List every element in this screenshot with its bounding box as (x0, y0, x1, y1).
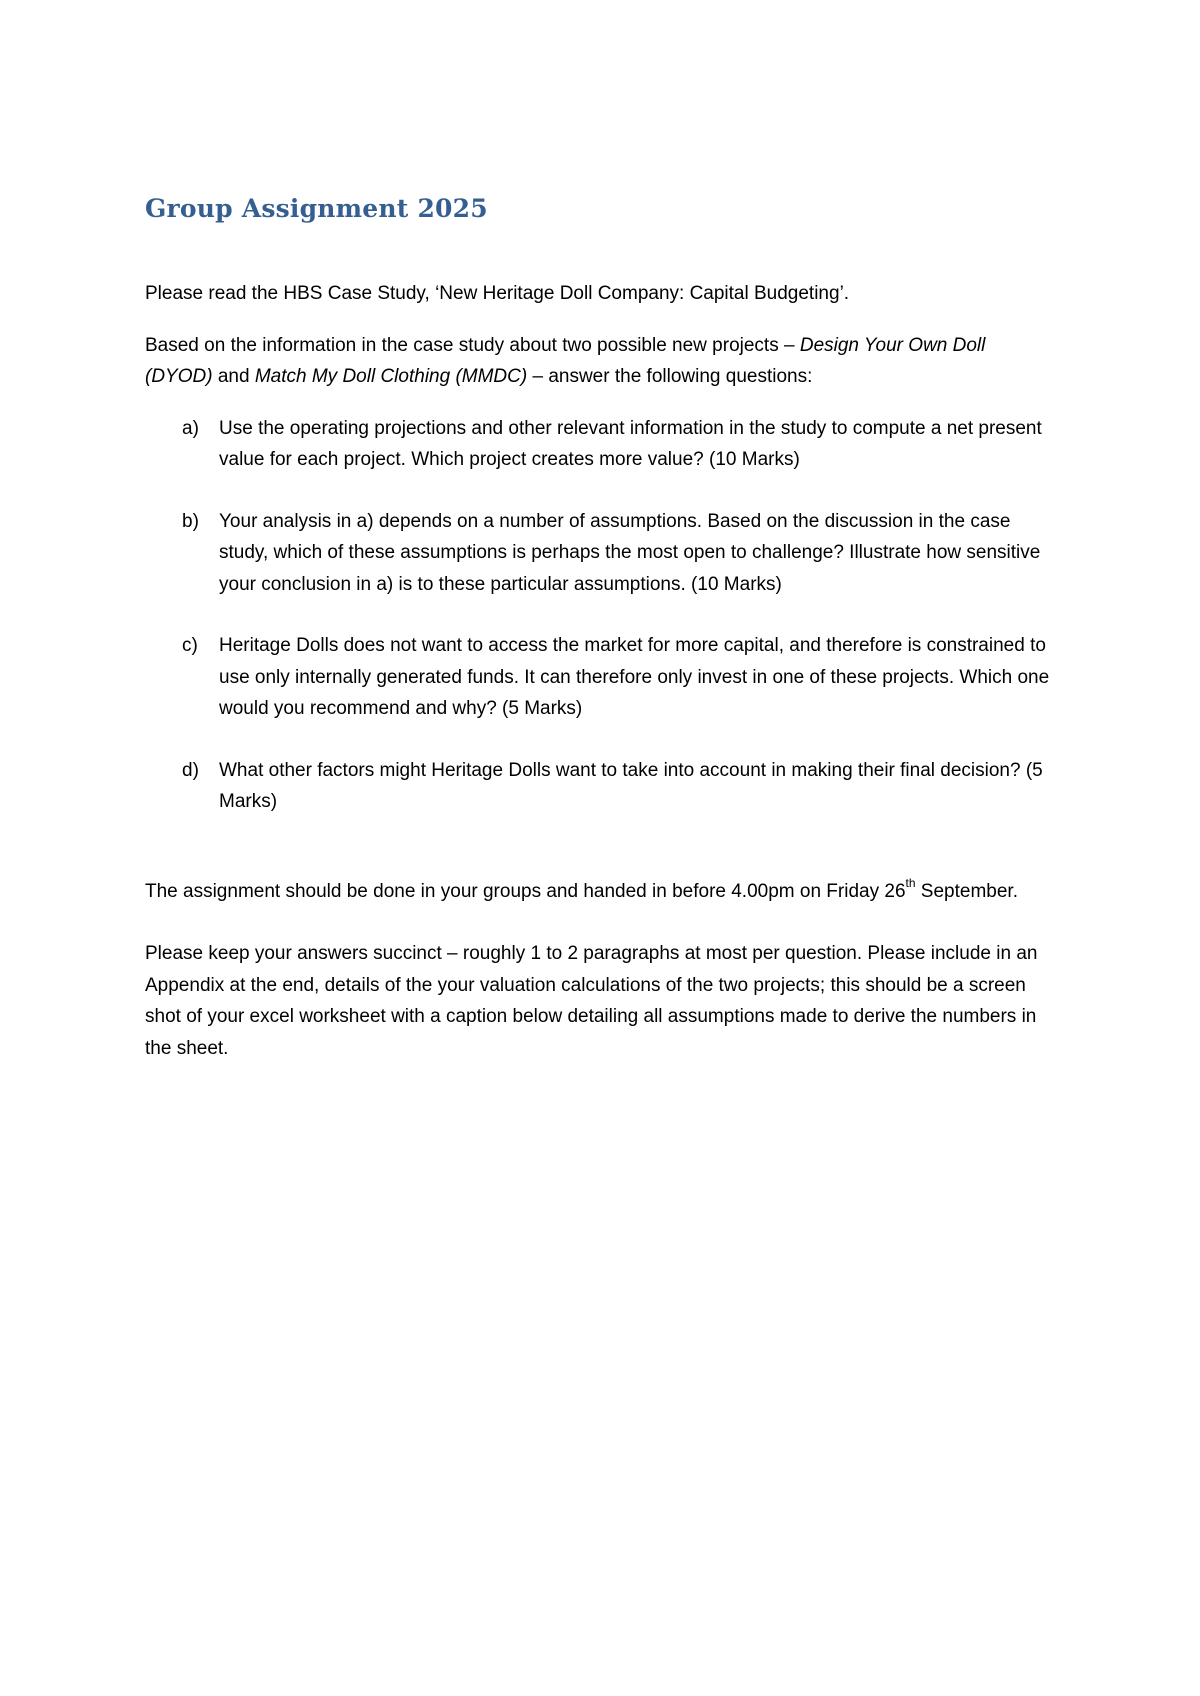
question-c (145, 630, 1055, 725)
instructions-paragraph: Please keep your answers succinct – roughly 1 to 2 paragraphs at most per question. Please include in an Appendix at the end, details of the your valuation calculations of the two projects; this should be a screen shot of your excel worksheet with a caption below detailing all assumptions made to derive the numbers in the sheet. (145, 943, 1038, 1059)
intro-paragraph: Please read the HBS Case Study, ‘New Heritage Doll Company: Capital Budgeting’. (145, 283, 850, 304)
deadline-paragraph (145, 876, 1055, 908)
question-letter: c) (182, 635, 198, 656)
deadline-superscript: th (905, 876, 916, 891)
page-title: Group Assignment 2025 (145, 194, 488, 223)
based-on-suffix: – answer the following questions: (527, 366, 813, 387)
based-on-paragraph (145, 330, 1055, 393)
question-letter: d) (182, 759, 199, 781)
question-text: Heritage Dolls does not want to access the market for more capital, and therefore is constrained to use only internally generated funds. It can therefore only invest in one of these projects. Which one would you recommend and why? (5 Marks) (219, 635, 1050, 719)
question-text: Your analysis in a) depends on a number of assumptions. Based on the discussion in the case study, which of these assumptions is perhaps the most open to challenge? Illustrate how sensitive your conclusion in a) is to these particular assumptions. (10 Marks) (219, 510, 1041, 595)
question-d (145, 755, 1055, 818)
question-list (145, 413, 1055, 818)
based-on-prefix: Based on the information in the case study about two possible new projects – (145, 334, 800, 356)
deadline-month: September. (915, 880, 1018, 902)
question-text: Use the operating projections and other relevant information in the study to compute a net present value for each project. Which project creates more value? (10 Marks) (219, 417, 1042, 470)
question-letter: b) (182, 510, 199, 532)
project-mmdc: Match My Doll Clothing (MMDC) (254, 366, 528, 387)
deadline-text: The assignment should be done in your groups and handed in before 4.00pm on Friday 26 (145, 880, 906, 902)
document-content (145, 192, 1055, 1084)
question-a (145, 413, 1055, 476)
question-letter: a) (182, 417, 199, 439)
project-dyod: Design Your Own Doll (DYOD) (145, 334, 986, 387)
based-on-middle: and (212, 366, 255, 387)
question-text: What other factors might Heritage Dolls want to take into account in making their final decision? (5 Marks) (219, 759, 1043, 812)
question-b (145, 506, 1055, 601)
